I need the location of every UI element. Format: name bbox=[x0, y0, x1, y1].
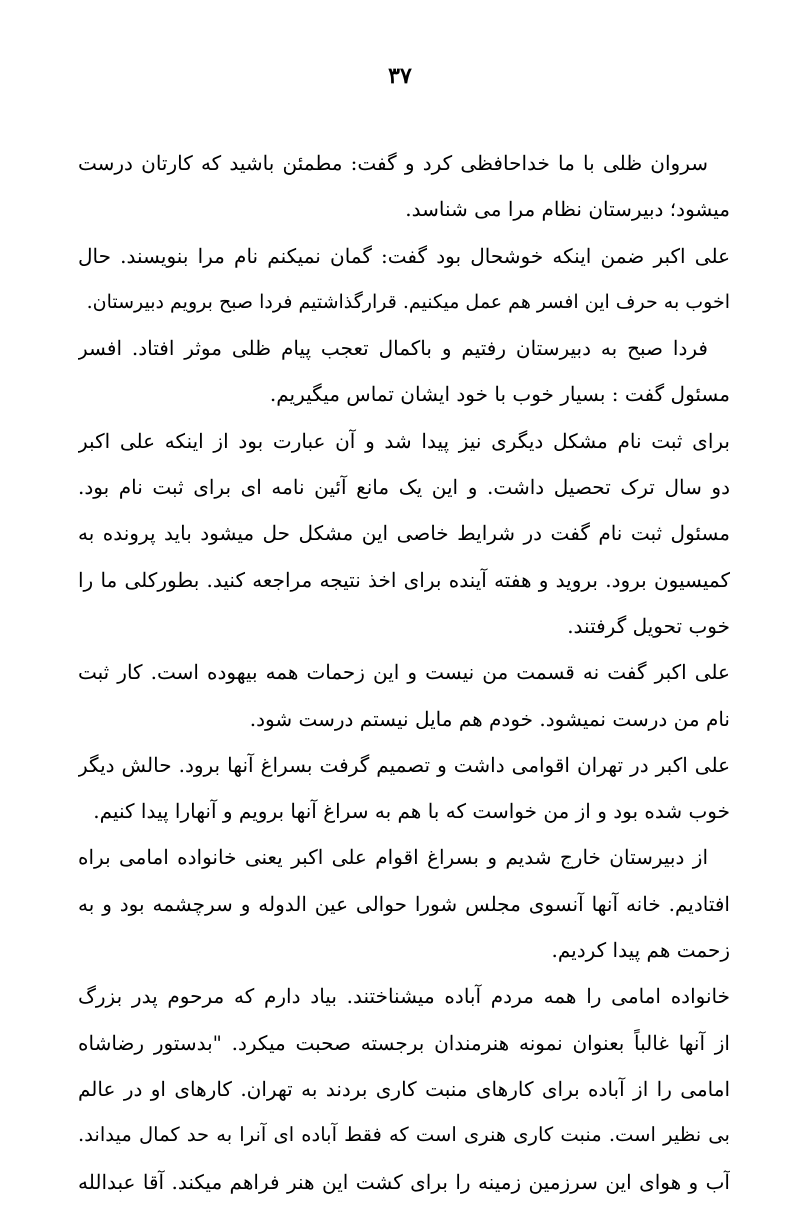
text-line: آب و هوای این سرزمین زمینه را برای کشت این هنر فراهم میکند. آقا عبدالله bbox=[78, 1169, 730, 1194]
body-text bbox=[78, 140, 730, 1205]
text-line: خوب شده بود و از من خواست که با هم به سراغ آنها برویم و آنهارا پیدا کنیم. bbox=[93, 799, 730, 824]
text-line: از آنها غالباً بعنوان نمونه هنرمندان برجسته صحبت میکرد. "بدستور رضاشاه bbox=[78, 1030, 730, 1055]
text-line: خوب تحویل گرفتند. bbox=[567, 613, 730, 638]
text-line: مسئول ثبت نام گفت در شرایط خاصی این مشکل حل میشود باید پرونده به bbox=[78, 521, 730, 546]
text-line: علی اکبر در تهران اقوامی داشت و تصمیم گرفت بسراغ آنها برود. حالش دیگر bbox=[78, 752, 730, 777]
text-line: از دبیرستان خارج شدیم و بسراغ اقوام علی اکبر یعنی خانواده امامی براه bbox=[78, 845, 708, 870]
text-line: سروان ظلی با ما خداحافظی کرد و گفت: مطمئن باشید که کارتان درست bbox=[78, 151, 708, 175]
text-line: مسئول گفت : بسیار خوب با خود ایشان تماس میگیریم. bbox=[269, 382, 730, 407]
text-line: علی اکبر ضمن اینکه خوشحال بود گفت: گمان نمیکنم نام مرا بنویسند. حال bbox=[78, 243, 730, 268]
page-number: ۳۷ bbox=[388, 63, 412, 89]
text-line: زحمت هم پیدا کردیم. bbox=[551, 938, 730, 963]
text-line: اخوب به حرف این افسر هم عمل میکنیم. قرارگذاشتیم فردا صبح برویم دبیرستان. bbox=[86, 290, 730, 313]
text-line: نام من درست نمیشود. خودم هم مایل نیستم درست شود. bbox=[249, 706, 730, 731]
text-line: امامی را از آباده برای کارهای منبت کاری بردند به تهران. کارهای او در عالم bbox=[78, 1076, 730, 1101]
text-line: دو سال ترک تحصیل داشت. و این یک مانع آئین نامه ای برای ثبت نام بود. bbox=[78, 475, 730, 500]
text-line: بی نظیر است. منبت کاری هنری است که فقط آباده ای آنرا به حد کمال میداند. bbox=[78, 1123, 730, 1147]
text-line: کمیسیون برود. بروید و هفته آینده برای اخذ نتیجه مراجعه کنید. بطورکلی ما را bbox=[78, 567, 730, 592]
text-line: افتادیم. خانه آنها آنسوی مجلس شورا حوالی عین الدوله و سرچشمه بود و به bbox=[78, 891, 730, 916]
text-line: میشود؛ دبیرستان نظام مرا می شناسد. bbox=[405, 197, 730, 222]
text-line: خانواده امامی را همه مردم آباده میشناختند. بیاد دارم که مرحوم پدر بزرگ bbox=[78, 984, 730, 1009]
text-line: فردا صبح به دبیرستان رفتیم و باکمال تعجب پیام ظلی موثر افتاد. افسر bbox=[78, 336, 708, 361]
text-line: برای ثبت نام مشکل دیگری نیز پیدا شد و آن عبارت بود از اینکه علی اکبر bbox=[78, 428, 730, 453]
text-line: علی اکبر گفت نه قسمت من نیست و این زحمات همه بیهوده است. کار ثبت bbox=[78, 660, 730, 685]
